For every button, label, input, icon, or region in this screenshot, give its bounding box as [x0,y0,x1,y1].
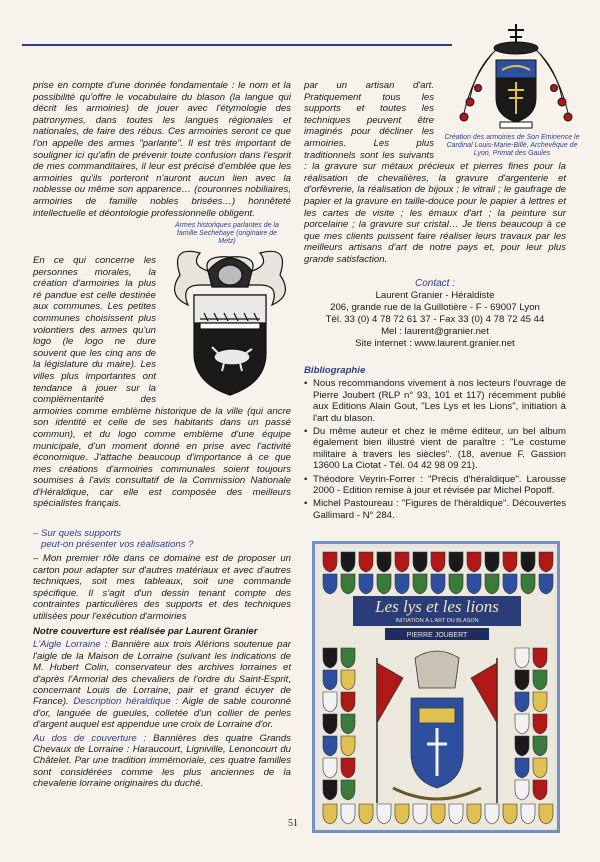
shield-icon [485,574,499,594]
bibliography-heading: Bibliographie [304,365,366,376]
shield-icon [377,804,391,824]
shield-icon [323,736,337,756]
shield-icon [515,670,529,690]
shield-icon [467,552,481,572]
shield-icon [323,692,337,712]
shield-icon [359,552,373,572]
shield-icon [533,758,547,778]
contact-mail[interactable]: Mel : laurent@granier.net [381,326,489,337]
shield-icon [323,648,337,668]
shield-icon [323,714,337,734]
answer-block [33,553,291,623]
question-line-2: peut-on présenter vos réalisations ? [41,539,194,551]
shield-icon [521,804,535,824]
shield-icon [539,552,553,572]
shield-icon [521,552,535,572]
shield-icon [323,670,337,690]
book-author: PIERRE JOUBERT [406,632,468,639]
shield-icon [533,648,547,668]
shield-icon [485,552,499,572]
shield-icon [431,804,445,824]
shield-icon [341,552,355,572]
shield-icon [413,574,427,594]
bibliography-item: • Du même auteur et chez le même éditeur, un bel album également bien illustré vient de paraître : "Le costume militaire à travers les siècles". (18, avenue F. Gassion 13600 La Ciotat - Tél. 04 42 98 09 21). [304,426,566,472]
bibliography-item: • Nous recommandons vivement à nos lecteurs l'ouvrage de Pierre Joubert (RLP n° 93, 101 et 117) récemment publié aux Editions Alain Gout, "Les Lys et les Lions", initiation à l'art du blason. [304,378,566,424]
shield-icon [323,758,337,778]
shield-icon [521,574,535,594]
shield-icon [515,758,529,778]
contact-address: 206, grande rue de la Guillotière - F - 69007 Lyon [330,302,540,313]
aigle-text: Bannière aux trois Alérions soutenue par l'aigle de la Maison de Lorraine (suivant les indications de M. Hubert Colin, conservateur des archives lorraines et d'après l'Armorial des chevaliers de l'ordre du Saint-Esprit, concernant Louis de Lorraine, pair et grand écuyer de France). [33,639,292,708]
book-subtitle: INITIATION À L'ART DU BLASON [395,618,479,624]
shield-icon [341,780,355,800]
shield-icon [377,574,391,594]
shield-icon [533,736,547,756]
shield-icon [467,574,481,594]
shield-icon [341,670,355,690]
description-label: Description héraldique : [73,696,179,708]
shield-icon [341,758,355,778]
sechehaye-crest-caption: Armes historiques parlantes de la famille Sechehaye (originaire de Metz) [175,222,279,245]
shield-icon [359,804,373,824]
contact-phone: Tél. 33 (0) 4 78 72 61 37 - Fax 33 (0) 4 78 72 45 44 [325,314,545,325]
shield-icon [323,574,337,594]
shield-icon [431,552,445,572]
shield-icon [359,574,373,594]
shield-icon [467,804,481,824]
question-line-1: – Sur quels supports [33,528,121,539]
shield-icon [395,552,409,572]
book-cover-image [312,541,560,833]
shield-icon [395,804,409,824]
cover-title: Notre couverture est réalisée par Laurent Granier [33,626,258,637]
bibliography-item: • Théodore Veyrin-Forrer : "Précis d'héraldique". Larousse 2000 - Edition remise à jour et révisée par Michel Popoff. [304,474,566,497]
dos-text: Bannières des quatre Grands Chevaux de Lorraine : Haraucourt, Ligniville, Lenoncourt du Châtelet. Par une tradition immémoriale, ces quatre familles sont considérées comme les plus anciennes de la chevalerie lorraine originaires du duché. [33,732,292,790]
shield-icon [413,804,427,824]
right-column [304,80,566,266]
shield-icon [515,736,529,756]
communes-paragraph: En ce qui concerne les personnes morales, la création d'armoiries la plus ré pandue est celle destinée aux communes. Les petites communes choisissent plus volontiers des armes qu'un logo (le logo ne dure souvent que les cinq ans de la législature du maire). Les villes plus importantes ont tendance à jouer sur la complémentarité des armoiries comme emblème historique de la ville (qui ancre son identité et celle de ses habitants dans un passé commun), et du logo comme emblème d'une équipe municipale, d'un moment donné en prise avec l'activité économique. J'attache beaucoup d'importance à ce que mes créations d'armoiries communales soient toujours soumises à l'avis consultatif de la Commission Nationale d'Héraldique, car elle est composée des meilleurs spécialistes français. [33,255,291,510]
bibliography-list [304,378,566,521]
shield-icon [341,736,355,756]
contact-name: Laurent Granier - Héraldiste [375,290,495,301]
aigle-label: L'Aigle Lorraine : [33,639,108,651]
shield-icon [485,804,499,824]
shield-icon [533,780,547,800]
shield-icon [341,804,355,824]
book-title: Les lys et les lions [375,597,499,616]
description-text: Aigle de sable couronné d'or, languée de gueules, colletée d'un collier de perles d'argent auquel est appendue une croix de Lorraine d'or. [33,696,292,731]
shield-icon [449,552,463,572]
shield-icon [515,780,529,800]
shield-icon [341,692,355,712]
shield-icon [449,574,463,594]
cover-section [33,626,291,792]
contact-site[interactable]: Site internet : www.laurent.granier.net [355,338,515,349]
aigle-paragraph [33,639,291,730]
shield-icon [341,714,355,734]
shield-icon [413,552,427,572]
shield-icon [515,692,529,712]
shield-icon [533,714,547,734]
dos-paragraph [33,733,291,790]
shield-icon [395,574,409,594]
book-cover-illustration [319,548,555,828]
dos-label: Au dos de couverture : [33,732,147,744]
shield-icon [449,804,463,824]
shield-icon [341,574,355,594]
left-column [33,80,291,221]
bibliography-block [304,365,566,523]
contact-block [304,278,566,350]
bibliography-item: • Michel Pastoureau : "Figures de l'héraldique". Découvertes Gallimard - N° 284. [304,498,566,521]
shield-icon [323,780,337,800]
shield-icon [341,648,355,668]
shield-icon [503,804,517,824]
shield-icon [323,552,337,572]
intro-paragraph: prise en compte d'une donnée fondamentale : le nom et la possibilité qu'offre le vocabulaire du blason (la langue qui décrit les armoiries) de jouer avec l'étymologie des patronymes, dans toutes les langues régionales et nationales, de faire des rébus. Ces armoiries seront ce que l'on appelle des armes "parlante". Il est très important de souligner ici qu'afin de prévenir toute confusion dans l'esprit de mes commanditaires, il leur est précisé d'emblée que les armoiries qu'ils porteront n'auront aucun lien avec la noblesse ou même son apparence… (couronnes nobiliaires, armoiries de famille nobles brisées…) honnêteté intellectuelle et déontologie professionnelle obligent. [33,80,291,219]
shield-icon [533,670,547,690]
answer-paragraph: – Mon premier rôle dans ce domaine est de proposer un carton pour adapter sur d'autres matériaux et avec d'autres techniques, soit mes tableaux, soit une commande spécifique. Il s'agit d'un dessin tenant compte des contraintes particulières des supports et des techniques utilisées pour l'exécution d'armoiries [33,553,291,622]
shield-icon [377,552,391,572]
communes-block [33,255,291,510]
contact-heading: Contact : [414,278,456,289]
shield-icon [515,648,529,668]
shield-icon [539,804,553,824]
shield-icon [539,574,553,594]
shield-icon [515,714,529,734]
shield-icon [503,574,517,594]
shield-icon [533,692,547,712]
shield-icon [503,552,517,572]
page-number: 51 [288,818,298,829]
cardinal-crest-caption: Création des armoiries de Son Eminence le Cardinal Louis-Marie-Billé, Archevêque de Lyon, Primat des Gaules [444,134,580,157]
question-heading [33,528,291,551]
top-rule [22,44,452,46]
shield-icon [323,804,337,824]
supports-paragraph: par un artisan d'art. Pratiquement tous les supports et toutes les techniques peuvent être imaginés pour décliner les armoiries. Les plus traditionnels sont les suivants : la gravure sur métaux précieux et pierres fines pour la réalisation de chevalières, la gravure d'argenterie et d'orfèvrerie, la réalisation de bijoux ; le vitrail ; le gaufrage de papier et la gravure en taille-douce pour le papier à lettres et les cartes de visite ; les émaux d'art ; la peinture sur porcelaine ; la gravure sur cristal… Je tiens beaucoup à ce que mes clients puissent faire réaliser leurs travaux par les meilleurs artisans d'art de notre pays et, pour leur plus grande satisfaction. [304,80,566,265]
shield-icon [431,574,445,594]
